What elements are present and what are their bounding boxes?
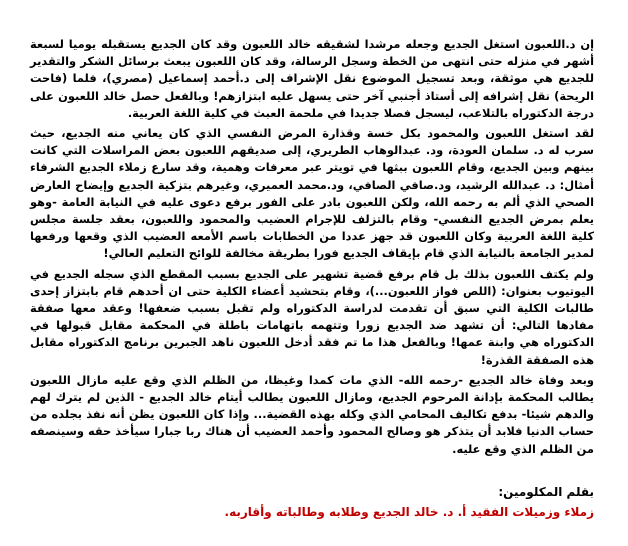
- paragraph-3: ولم يكتف اللعبون بذلك بل قام برفع قضية تشهير على الجديع بسبب المقطع الذي سجله الجديع في اليوتيوب بعنوان: (اللص فواز اللعبون...)، وقام بتحشيد أعضاء الكلية حتى ان أحدهم قام بابتزاز إحدى طالبات الكلية التي سبق أن تقدمت لدراسة الدكتوراه ولم تقبل بسبب ضعفها! وعقد معها صفقة مفادها التالي: أن تشهد ضد الجديع زورا وتتهمه باتهامات باطلة في المحكمة مقابل قبولها في الدكتوراه هي وابنة عمها! وبالفعل هذا ما تم فقد أدخل اللعبون ناهد الجبرين برنامج الدكتوراه مقابل هذه الصفقة القذرة!: [30, 266, 594, 367]
- paragraph-2: لقد استغل اللعبون والمحمود بكل خسة وقذارة المرض النفسي الذي كان يعاني منه الجديع، حيث سرب له د. سلمان العودة، ود. عبدالوهاب الطريري، إلى صديقهم اللعبون بعض المراسلات التي كانت بينهم وبين الجديع، وقام اللعبون ببثها في تويتر عبر معرفات وهمية، وقد سارع زملاء الجديع الشرفاء أمثال: د. عبدالله الرشيد، ود.صافي الصافي، ود.محمد العميري، وغيرهم بتزكية الجديع وإيضاح العارض الصحي الذي ألم به رحمه الله، ولكن اللعبون بادر على الفور برفع دعوى عليه في النيابة العامة -وهو يعلم بمرض الجديع النفسي- وقام بالتزلف للإجرام العضيب والمحمود واللعبون، بعقد جلسة مجلس كلية اللغة العربية وكان اللعبون قد جهز عددا من الخطابات باسم الأمعه العضيب الذي وقعها ورفعها لمدير الجامعة بالنيابة الذي قام بإيقاف الجديع فورا بطريقة مخالفة للوائح التعليم العالي!: [30, 126, 594, 261]
- signature-names: زملاء وزميلات الفقيد أ. د. خالد الجديع وطلابه وطالباته وأقاربه.: [224, 504, 594, 519]
- signature-block: [30, 482, 594, 522]
- signature-label: بقلم المكلومين:: [498, 484, 594, 499]
- paragraph-4: وبعد وفاة خالد الجديع -رحمه الله- الذي مات كمدا وغيظا، من الظلم الذي وقع عليه مازال اللعبون يطالب المحكمة بإدانة المرحوم الجديع، ومازال اللعبون يطالب أيتام خالد الجديع - الذين لم يترك لهم والدهم شيئا- بدفع تكاليف المحامي الذي وكله بهذه القضية... وإذا كان اللعبون يظن أنه نفذ بجلده من حساب الدنيا فلابد أن يتذكر هو وصالح المحمود وأحمد العضيب أن هناك ربا جبارا سيأخذ حقه وسينصفه من الظلم الذي وقع عليه.: [30, 372, 594, 456]
- paragraph-1: إن د.اللعبون استغل الجديع وجعله مرشدا لشقيقه خالد اللعبون وقد كان الجديع يستقبله يوميا لسبعة أشهر في منزله حتى انتهى من الخطة وسجل الرسالة، وقد كان اللعبون يبعث برسائل الشكر والتقدير للجديع هي موثقة، وبعد تسجيل الموضوع نقل الإشراف إلى د.أحمد إسماعيل (مصري)، فلما (فاحت الريحة) نقل إشرافه إلى أستاذ أجنبي آخر حتى يسهل عليه ابتزازهم! وبالفعل حصل خالد اللعبون على درجة الدكتوراه بالتلاعب، ليسجل فصلا جديدا في ملحمة العبث في كلية اللغة العربية.: [30, 37, 594, 120]
